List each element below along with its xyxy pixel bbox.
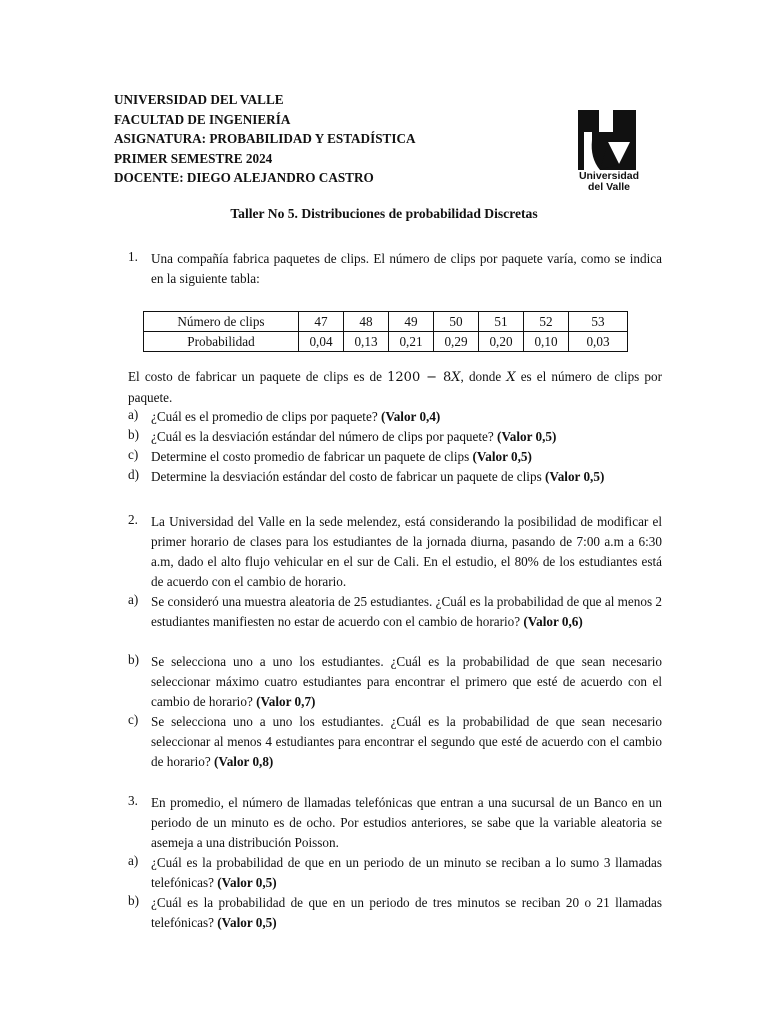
part-value: (Valor 0,5) bbox=[497, 429, 557, 444]
header-university: UNIVERSIDAD DEL VALLE bbox=[114, 92, 284, 107]
header-subject: ASIGNATURA: PROBABILIDAD Y ESTADÍSTICA bbox=[114, 131, 416, 146]
cost-statement bbox=[128, 367, 662, 408]
part-label: b) bbox=[128, 893, 139, 908]
table-header-cell: Probabilidad bbox=[144, 332, 299, 352]
table-header-cell: Número de clips bbox=[144, 312, 299, 332]
table-cell: 52 bbox=[524, 312, 569, 332]
part-text: Determine la desviación estándar del costo de fabricar un paquete de clips bbox=[151, 469, 545, 484]
part-value: (Valor 0,7) bbox=[256, 694, 316, 709]
cost-variable-2: X bbox=[506, 370, 516, 385]
part-label: c) bbox=[128, 712, 139, 727]
part-text: ¿Cuál es la desviación estándar del número de clips por paquete? bbox=[151, 429, 498, 444]
table-cell: 49 bbox=[389, 312, 434, 332]
part-value: (Valor 0,5) bbox=[472, 449, 532, 464]
table-row bbox=[144, 312, 628, 332]
part-value: (Valor 0,5) bbox=[217, 915, 277, 930]
part-value: (Valor 0,8) bbox=[213, 754, 274, 769]
table-cell: 0,29 bbox=[434, 332, 479, 352]
header-teacher: DOCENTE: DIEGO ALEJANDRO CASTRO bbox=[114, 170, 374, 185]
part-value: (Valor 0,5) bbox=[545, 469, 605, 484]
question-1-intro: Una compañía fabrica paquetes de clips. El número de clips por paquete varía, como se indica en la siguiente tabla: bbox=[151, 251, 662, 286]
table-cell: 0,20 bbox=[479, 332, 524, 352]
cost-middle: , donde bbox=[460, 369, 507, 384]
part-label: b) bbox=[128, 427, 139, 442]
table-cell: 0,13 bbox=[344, 332, 389, 352]
part-value: (Valor 0,5) bbox=[217, 875, 277, 890]
question-3-intro: En promedio, el número de llamadas telefónicas que entran a una sucursal de un Banco en un periodo de un minuto es de ocho. Por estudios anteriores, se sabe que la variable aleatoria se asemeja a una distribución Poisson. bbox=[151, 795, 662, 850]
table-cell: 47 bbox=[299, 312, 344, 332]
part-text: ¿Cuál es el promedio de clips por paquete? bbox=[151, 409, 381, 424]
part-value: (Valor 0,6) bbox=[523, 614, 583, 629]
header-faculty: FACULTAD DE INGENIERÍA bbox=[114, 111, 291, 127]
cost-prefix: El costo de fabricar un paquete de clips es de bbox=[128, 369, 388, 384]
logo-mark-icon bbox=[578, 110, 636, 170]
table-cell: 51 bbox=[479, 312, 524, 332]
table-cell: 0,04 bbox=[299, 332, 344, 352]
university-logo bbox=[578, 110, 638, 193]
part-label: b) bbox=[128, 652, 139, 667]
part-label: a) bbox=[128, 592, 139, 607]
part-label: c) bbox=[128, 447, 139, 462]
table-cell: 53 bbox=[569, 312, 628, 332]
question-number: 1. bbox=[128, 249, 138, 264]
logo-text-line2: del Valle bbox=[587, 181, 631, 193]
page-title: Taller No 5. Distribuciones de probabilidad Discretas bbox=[230, 206, 538, 221]
part-text: ¿Cuál es la probabilidad de que en un periodo de tres minutos se reciban 20 o 21 llamadas telefónicas? bbox=[151, 895, 662, 930]
probability-table bbox=[143, 311, 628, 352]
part-text: ¿Cuál es la probabilidad de que en un periodo de un minuto se reciban a lo sumo 3 llamadas telefónicas? bbox=[151, 855, 662, 890]
table-row bbox=[144, 332, 628, 352]
part-text: Determine el costo promedio de fabricar un paquete de clips bbox=[151, 449, 473, 464]
table-cell: 0,21 bbox=[389, 332, 434, 352]
document-header bbox=[114, 90, 416, 188]
cost-formula: 1200 − 8 bbox=[387, 370, 452, 385]
question-2-intro: La Universidad del Valle en la sede melendez, está considerando la posibilidad de modificar el primer horario de clases para los estudiantes de la jornada diurna, pasando de 7:00 a.m a 6:30 a.m, dado el alto flujo vehicular en el sur de Cali. En el estudio, el 80% de los estudiantes está de acuerdo con el cambio de horario. bbox=[151, 514, 662, 589]
question-number: 3. bbox=[128, 793, 138, 808]
part-value: (Valor 0,4) bbox=[380, 409, 441, 424]
question-number: 2. bbox=[128, 512, 138, 527]
table-cell: 50 bbox=[434, 312, 479, 332]
table-cell: 0,03 bbox=[569, 332, 628, 352]
part-text: Se selecciona uno a uno los estudiantes. ¿Cuál es la probabilidad de que sean necesario seleccionar máximo cuatro estudiantes para encontrar el primero que esté de acuerdo con el cambio de horario? bbox=[151, 654, 662, 709]
table-cell: 0,10 bbox=[524, 332, 569, 352]
logo-text-line1: Universidad bbox=[578, 170, 640, 182]
cost-suffix: es el número de clips por paquete. bbox=[128, 369, 662, 405]
header-semester: PRIMER SEMESTRE 2024 bbox=[114, 150, 273, 166]
table-cell: 48 bbox=[344, 312, 389, 332]
part-label: d) bbox=[128, 467, 139, 482]
part-text: Se consideró una muestra aleatoria de 25 estudiantes. ¿Cuál es la probabilidad de que al menos 2 estudiantes manifiesten no estar de acuerdo con el cambio de horario? bbox=[151, 594, 662, 629]
part-text: Se selecciona uno a uno los estudiantes. ¿Cuál es la probabilidad de que sean necesario seleccionar al menos 4 estudiantes para encontrar el segundo que esté de acuerdo con el cambio de horario? bbox=[151, 714, 662, 769]
part-label: a) bbox=[128, 407, 139, 422]
part-label: a) bbox=[128, 853, 139, 868]
cost-variable: X bbox=[451, 370, 461, 385]
